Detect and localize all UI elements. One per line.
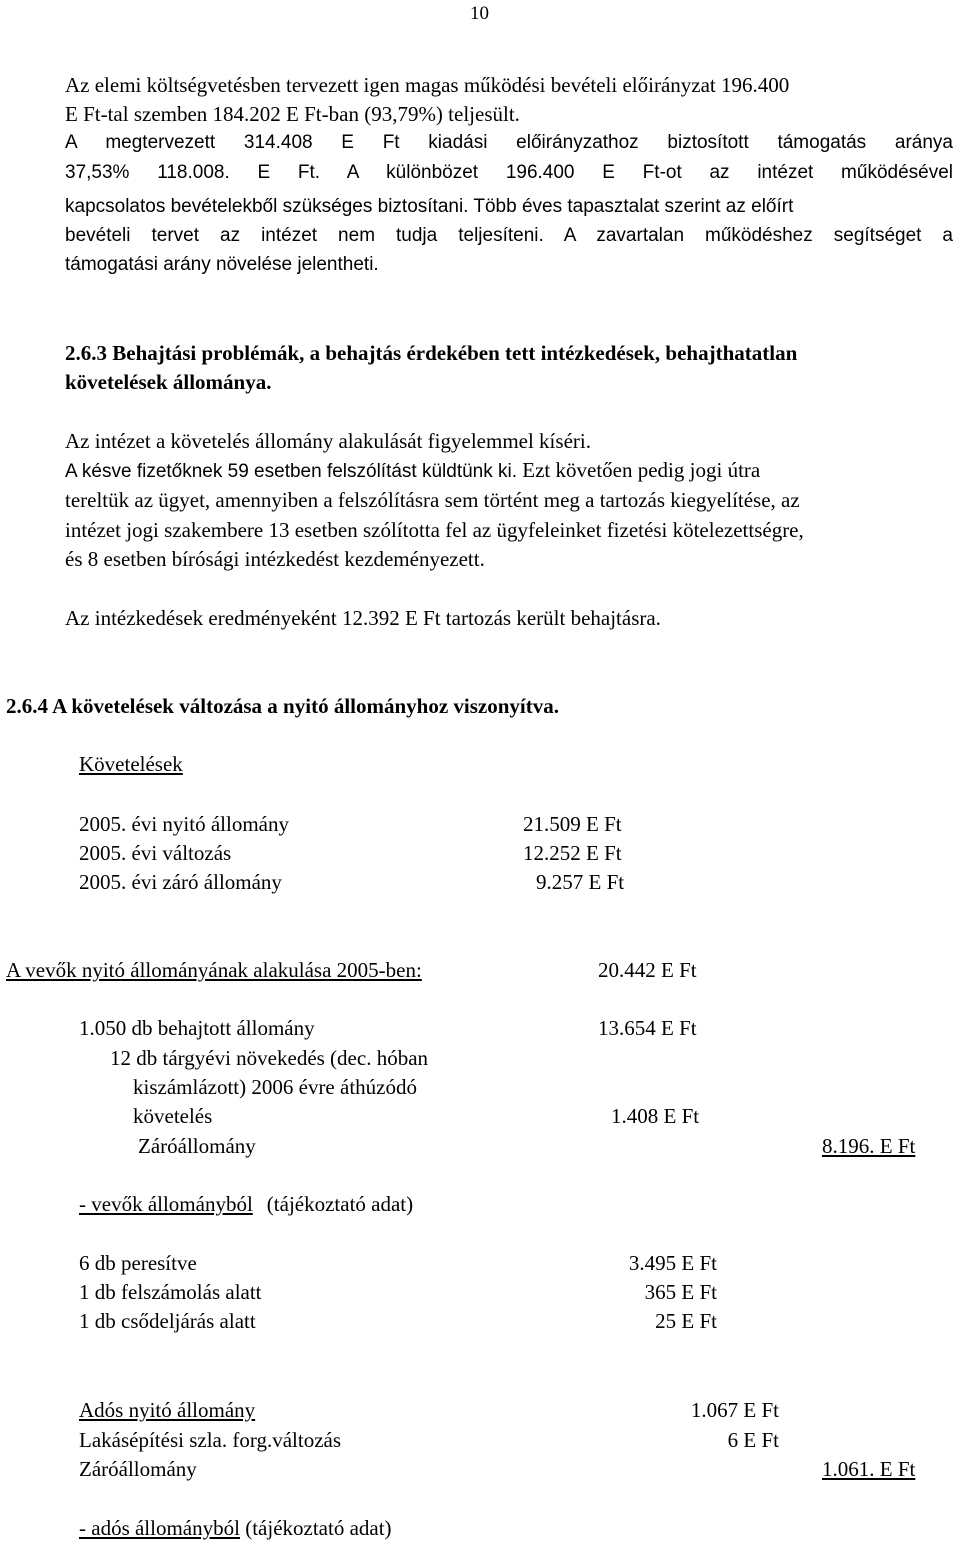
vevok-info-heading: [79, 1194, 413, 1215]
vevok-info-row-label: 6 db peresítve: [79, 1251, 197, 1275]
kovetelesek-row-value: 21.509 E Ft: [523, 812, 622, 836]
kovetelesek-row-label: 2005. évi nyitó állomány: [79, 812, 289, 836]
section-263-para-1: Az intézet a követelés állomány alakulását figyelemmel kíséri.: [65, 429, 591, 453]
vevok-row-label: kiszámlázott) 2006 évre áthúzódó: [133, 1075, 417, 1099]
vevok-title: A vevők nyitó állományának alakulása 2005-ben:: [6, 958, 422, 982]
ados-row-label: Lakásépítési szla. forg.változás: [79, 1428, 342, 1452]
vevok-row-label: 12 db tárgyévi növekedés (dec. hóban: [110, 1046, 429, 1070]
vevok-zaro-total: 8.196. E Ft: [822, 1134, 916, 1158]
intro-line-4: 37,53% 118.008. E Ft. A különbözet 196.400 E Ft-ot az intézet működésével: [65, 162, 953, 183]
ados-info-title: - adós állományból: [79, 1516, 240, 1540]
para-2-sans-part: A késve fizetőknek 59 esetben felszólítást küldtünk ki.: [65, 461, 518, 482]
para-2-serif-part: Ezt követően pedig jogi útra: [517, 458, 761, 482]
ados-row-value: 6 E Ft: [727, 1428, 779, 1452]
section-264-heading: 2.6.4 A követelések változása a nyitó állományhoz viszonyítva.: [6, 694, 559, 718]
vevok-row-label: 1.050 db behajtott állomány: [79, 1016, 315, 1040]
section-263-para-2-line-2: tereltük az ügyet, amennyiben a felszólításra sem történt meg a tartozás kiegyelítése, az: [65, 488, 800, 512]
kovetelesek-title: Követelések: [79, 752, 183, 776]
ados-info-heading: [79, 1518, 392, 1539]
section-263-heading-line-2: követelések állománya.: [65, 370, 272, 394]
kovetelesek-row-label: 2005. évi záró állomány: [79, 870, 282, 894]
kovetelesek-row-value: 9.257 E Ft: [536, 870, 625, 894]
section-263-para-2-line-3: intézet jogi szakembere 13 esetben szólította fel az ügyfeleinket fizetési kötelezettségre,: [65, 518, 804, 542]
vevok-info-title: - vevők állományból: [79, 1192, 253, 1216]
kovetelesek-row-value: 12.252 E Ft: [523, 841, 622, 865]
ados-zaro-label: Záróállomány: [79, 1457, 197, 1481]
intro-line-7: támogatási arány növelése jelentheti.: [65, 254, 379, 275]
vevok-zaro-label: Záróállomány: [138, 1134, 256, 1158]
intro-line-3: A megtervezett 314.408 E Ft kiadási előirányzathoz biztosított támogatás aránya: [65, 132, 953, 153]
ados-row-label: Adós nyitó állomány: [79, 1398, 256, 1422]
section-263-para-2-line-1: [65, 460, 760, 481]
page-number: 10: [470, 3, 489, 24]
vevok-row-label: követelés: [133, 1104, 213, 1128]
intro-line-5: kapcsolatos bevételekből szükséges biztosítani. Több éves tapasztalat szerint az előírt: [65, 196, 794, 217]
vevok-row-value: 1.408 E Ft: [611, 1104, 700, 1128]
intro-line-2: E Ft-tal szemben 184.202 E Ft-ban (93,79%) teljesült.: [65, 102, 520, 126]
intro-line-1: Az elemi költségvetésben tervezett igen magas működési bevételi előirányzat 196.400: [65, 73, 790, 97]
section-263-heading-line-1: 2.6.3 Behajtási problémák, a behajtás érdekében tett intézkedések, behajthatatlan: [65, 341, 798, 365]
vevok-info-row-value: 365 E Ft: [644, 1280, 717, 1304]
vevok-info-row-label: 1 db csődeljárás alatt: [79, 1309, 256, 1333]
section-263-para-3: Az intézkedések eredményeként 12.392 E Ft tartozás került behajtásra.: [65, 606, 661, 630]
ados-row-value: 1.067 E Ft: [690, 1398, 779, 1422]
vevok-info-row-value: 25 E Ft: [655, 1309, 717, 1333]
vevok-info-note: (tájékoztató adat): [266, 1192, 414, 1216]
vevok-info-row-value: 3.495 E Ft: [628, 1251, 717, 1275]
vevok-info-row-label: 1 db felszámolás alatt: [79, 1280, 262, 1304]
intro-line-6: bevételi tervet az intézet nem tudja teljesíteni. A zavartalan működéshez segítséget a: [65, 225, 953, 246]
vevok-title-value: 20.442 E Ft: [598, 958, 697, 982]
section-263-para-2-line-4: és 8 esetben bírósági intézkedést kezdeményezett.: [65, 547, 485, 571]
kovetelesek-row-label: 2005. évi változás: [79, 841, 232, 865]
vevok-row-value: 13.654 E Ft: [598, 1016, 697, 1040]
ados-info-note: (tájékoztató adat): [239, 1516, 392, 1540]
ados-zaro-total: 1.061. E Ft: [822, 1457, 916, 1481]
